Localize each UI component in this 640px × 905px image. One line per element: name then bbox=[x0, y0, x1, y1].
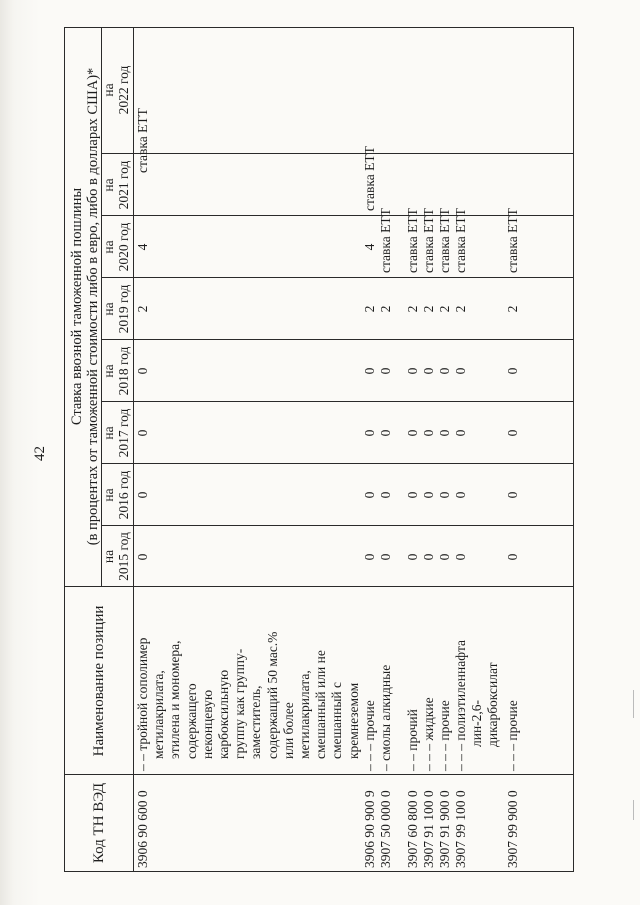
rate-cell: 0 bbox=[437, 491, 452, 499]
rate-cell: 0 bbox=[362, 429, 377, 437]
row-name: – – – прочие bbox=[362, 700, 377, 771]
rate-cell: 0 bbox=[135, 553, 150, 561]
rate-cell: 0 bbox=[453, 553, 468, 561]
rate-cell: 0 bbox=[437, 367, 452, 375]
header-name: Наименование позиции bbox=[90, 605, 107, 757]
row-code: 3907 91 900 0 bbox=[437, 790, 452, 868]
rate-cell: ставка ЕТТ bbox=[362, 146, 377, 211]
rate-cell: 0 bbox=[135, 429, 150, 437]
rate-cell: 0 bbox=[362, 553, 377, 561]
rate-cell: 2 bbox=[421, 305, 436, 313]
rate-cell: 0 bbox=[453, 367, 468, 375]
scan-mark bbox=[633, 800, 634, 820]
rate-cell: 0 bbox=[421, 367, 436, 375]
rate-cell: 0 bbox=[135, 491, 150, 499]
row-name: – – – жидкие bbox=[421, 697, 436, 771]
rate-subtitle: (в процентах от таможенной стоимости либо в евро, либо в долларах США)* bbox=[85, 67, 101, 546]
rate-cell: 0 bbox=[405, 491, 420, 499]
row-code: 3907 99 900 0 bbox=[505, 790, 520, 868]
row-name: – – тройной сополимер метилакрилата, этилена и мономера, содержащего неконцевую карбоксильную группу как группу- заместитель, содержащий 50 мас.% или более метилакрилата, смешанный или не смешанный с кремнеземом bbox=[135, 631, 361, 771]
rate-cell: 0 bbox=[362, 491, 377, 499]
scan-mark bbox=[633, 690, 634, 718]
rate-cell: 4 bbox=[362, 243, 377, 251]
year-header: на 2020 год bbox=[101, 222, 131, 272]
rate-cell: 0 bbox=[421, 553, 436, 561]
row-code: 3907 99 100 0 bbox=[453, 790, 468, 868]
year-header: на 2018 год bbox=[101, 346, 131, 396]
row-code: 3906 90 600 0 bbox=[135, 790, 150, 868]
header-bottom-line bbox=[133, 28, 134, 871]
row-code: 3907 91 100 0 bbox=[421, 790, 436, 868]
rate-cell: 2 bbox=[405, 305, 420, 313]
row-name: – – – полиэтиленнафта лин-2,6- дикарбоксилат bbox=[453, 639, 501, 771]
year-header: на 2019 год bbox=[101, 284, 131, 334]
column-divider bbox=[101, 153, 573, 154]
rate-cell: 0 bbox=[505, 491, 520, 499]
rate-cell: 2 bbox=[437, 305, 452, 313]
column-divider bbox=[101, 339, 573, 340]
year-header: на 2016 год bbox=[101, 470, 131, 520]
row-name: – – – прочие bbox=[505, 700, 520, 771]
rate-cell: 2 bbox=[453, 305, 468, 313]
rate-cell: 0 bbox=[362, 367, 377, 375]
header-code: Код ТН ВЭД bbox=[90, 782, 107, 864]
rate-cell: 0 bbox=[505, 367, 520, 375]
rate-cell: 0 bbox=[135, 367, 150, 375]
year-header: на 2021 год bbox=[101, 160, 131, 210]
column-divider bbox=[101, 463, 573, 464]
rate-cell: 0 bbox=[505, 553, 520, 561]
header-rate bbox=[69, 26, 101, 587]
rate-cell: 2 bbox=[135, 305, 150, 313]
rate-cell: ставка ЕТТ bbox=[378, 208, 393, 273]
year-header: на 2022 год bbox=[101, 65, 131, 115]
rate-cell: 4 bbox=[135, 243, 150, 251]
column-divider bbox=[65, 774, 573, 775]
rate-cell: 0 bbox=[378, 429, 393, 437]
rate-cell: 0 bbox=[421, 491, 436, 499]
rate-cell: ставка ЕТТ bbox=[453, 208, 468, 273]
rate-cell: 0 bbox=[405, 553, 420, 561]
column-divider bbox=[101, 401, 573, 402]
row-name: – – – прочие bbox=[437, 700, 452, 771]
row-code: 3907 60 800 0 bbox=[405, 790, 420, 868]
rate-cell: 0 bbox=[405, 367, 420, 375]
rate-cell: 0 bbox=[378, 553, 393, 561]
column-divider bbox=[101, 277, 573, 278]
rate-cell: 0 bbox=[405, 429, 420, 437]
rate-cell: 0 bbox=[437, 553, 452, 561]
rate-cell: 0 bbox=[437, 429, 452, 437]
year-header: на 2015 год bbox=[101, 532, 131, 581]
page-number: 42 bbox=[32, 446, 48, 461]
row-code: 3906 90 900 9 bbox=[362, 790, 377, 868]
column-divider bbox=[101, 525, 573, 526]
rate-cell: 0 bbox=[378, 367, 393, 375]
row-name: – смолы алкидные bbox=[378, 664, 393, 771]
rate-cell: ставка ЕТТ bbox=[135, 108, 150, 173]
tariff-table bbox=[64, 27, 574, 872]
rate-cell: 0 bbox=[378, 491, 393, 499]
rate-cell: ставка ЕТТ bbox=[437, 208, 452, 273]
rate-cell: 0 bbox=[421, 429, 436, 437]
year-header: на 2017 год bbox=[101, 408, 131, 458]
column-divider bbox=[101, 215, 573, 216]
rate-cell: ставка ЕТТ bbox=[505, 208, 520, 273]
rate-cell: 0 bbox=[453, 429, 468, 437]
rate-cell: 0 bbox=[453, 491, 468, 499]
rate-cell: 2 bbox=[505, 305, 520, 313]
rate-cell: 2 bbox=[378, 305, 393, 313]
rate-title: Ставка ввозной таможенной пошлины bbox=[69, 187, 85, 426]
row-name: – – прочий bbox=[405, 709, 420, 771]
rate-cell: ставка ЕТТ bbox=[421, 208, 436, 273]
row-code: 3907 50 000 0 bbox=[378, 790, 393, 868]
rate-cell: 2 bbox=[362, 305, 377, 313]
rate-cell: 0 bbox=[505, 429, 520, 437]
rate-cell: ставка ЕТТ bbox=[405, 208, 420, 273]
